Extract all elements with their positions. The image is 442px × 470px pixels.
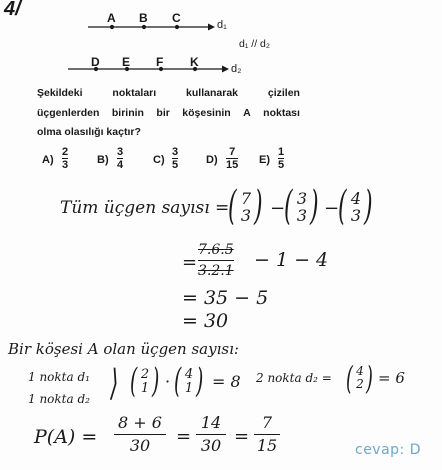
brace: ⟩ xyxy=(110,363,119,404)
line-d1-label: d₁ xyxy=(217,19,227,31)
option-d-fraction[interactable]: 7 15 xyxy=(226,146,239,171)
minus-1-minus-4: − 1 − 4 xyxy=(254,249,329,271)
paren-close-6: ) xyxy=(366,359,373,397)
paren-close-2: ) xyxy=(310,183,319,229)
two-point-d2-label: 2 nokta d₂ = xyxy=(256,371,332,385)
paren-open-1: ( xyxy=(228,183,237,229)
problem-line-1: Şekildeki noktaları kullanarak çizilen xyxy=(37,87,300,99)
point-c-dot xyxy=(175,25,179,29)
minus-1: − xyxy=(270,198,286,219)
option-b-fraction[interactable]: 3 4 xyxy=(117,146,124,171)
option-a-label[interactable]: A) xyxy=(42,154,54,166)
line-d2-arrow xyxy=(222,66,229,73)
problem-line-3: olma olasılığı kaçtır? xyxy=(37,126,141,138)
probability-label: P(A) = xyxy=(34,426,98,448)
option-e-fraction[interactable]: 1 5 xyxy=(278,146,285,171)
point-d-label: D xyxy=(91,55,100,69)
option-d-label[interactable]: D) xyxy=(206,154,218,166)
parallel-note: d₁ // d₂ xyxy=(239,38,270,50)
fraction-14-over-30: 14 30 xyxy=(196,414,226,455)
paren-close-5: ) xyxy=(196,361,204,401)
paren-close-3: ) xyxy=(364,183,373,229)
minus-2: − xyxy=(324,198,340,219)
binomial-7-3: 7 3 xyxy=(240,189,252,225)
result-30: = 30 xyxy=(182,310,229,332)
question-number: 4/ xyxy=(4,0,21,20)
option-b-label[interactable]: B) xyxy=(97,154,109,166)
binomial-4-2: 4 2 xyxy=(356,364,364,391)
point-e-label: E xyxy=(122,55,131,69)
result-6: = 6 xyxy=(378,369,405,387)
factorial-fraction: 7.6.5 3.2.1 xyxy=(198,242,234,279)
fraction-8-plus-6-over-30: 8 + 6 30 xyxy=(114,414,166,455)
result-35-minus-5: = 35 − 5 xyxy=(182,287,269,309)
result-8: = 8 xyxy=(212,372,241,391)
equals-2: = xyxy=(182,252,198,273)
option-e-label[interactable]: E) xyxy=(259,154,270,166)
binomial-4-1: 4 1 xyxy=(184,367,194,396)
binomial-2-1: 2 1 xyxy=(140,367,150,396)
problem-text xyxy=(37,84,300,143)
binomial-4-3: 4 3 xyxy=(350,189,362,225)
paren-open-4: ( xyxy=(130,361,138,401)
point-c-label: C xyxy=(172,11,181,25)
point-a-dot xyxy=(110,25,114,29)
option-c-label[interactable]: C) xyxy=(153,154,165,166)
answer-note: cevap: D xyxy=(355,442,422,458)
paren-open-3: ( xyxy=(338,183,347,229)
paren-open-2: ( xyxy=(284,183,293,229)
equals-7b: = xyxy=(234,426,250,447)
paren-close-4: ) xyxy=(152,361,160,401)
fraction-7-over-15: 7 15 xyxy=(254,414,280,455)
option-a-fraction[interactable]: 2 3 xyxy=(62,146,69,171)
point-k-label: K xyxy=(190,55,199,69)
equals-7a: = xyxy=(176,426,192,447)
binomial-3-3: 3 3 xyxy=(296,189,308,225)
problem-line-2: üçgenlerden birinin bir köşesinin A noktası xyxy=(37,106,300,119)
one-point-d2: 1 nokta d₂ xyxy=(28,392,90,406)
parallel-lines-figure xyxy=(0,0,442,90)
paren-close-1: ) xyxy=(254,183,263,229)
solution-a-vertex-label: Bir köşesi A olan üçgen sayısı: xyxy=(8,340,239,358)
one-point-d1: 1 nokta d₁ xyxy=(28,370,90,384)
point-b-dot xyxy=(142,25,146,29)
point-b-label: B xyxy=(139,11,148,25)
solution-total-label: Tüm üçgen sayısı = xyxy=(60,198,230,218)
line-d1-arrow xyxy=(208,24,215,31)
paren-open-6: ( xyxy=(346,359,353,397)
line-d2-label: d₂ xyxy=(231,63,242,75)
point-f-label: F xyxy=(156,55,164,69)
point-a-label: A xyxy=(107,11,116,25)
dot-times: · xyxy=(165,372,171,391)
option-c-fraction[interactable]: 3 5 xyxy=(172,146,179,171)
paren-open-5: ( xyxy=(174,361,182,401)
